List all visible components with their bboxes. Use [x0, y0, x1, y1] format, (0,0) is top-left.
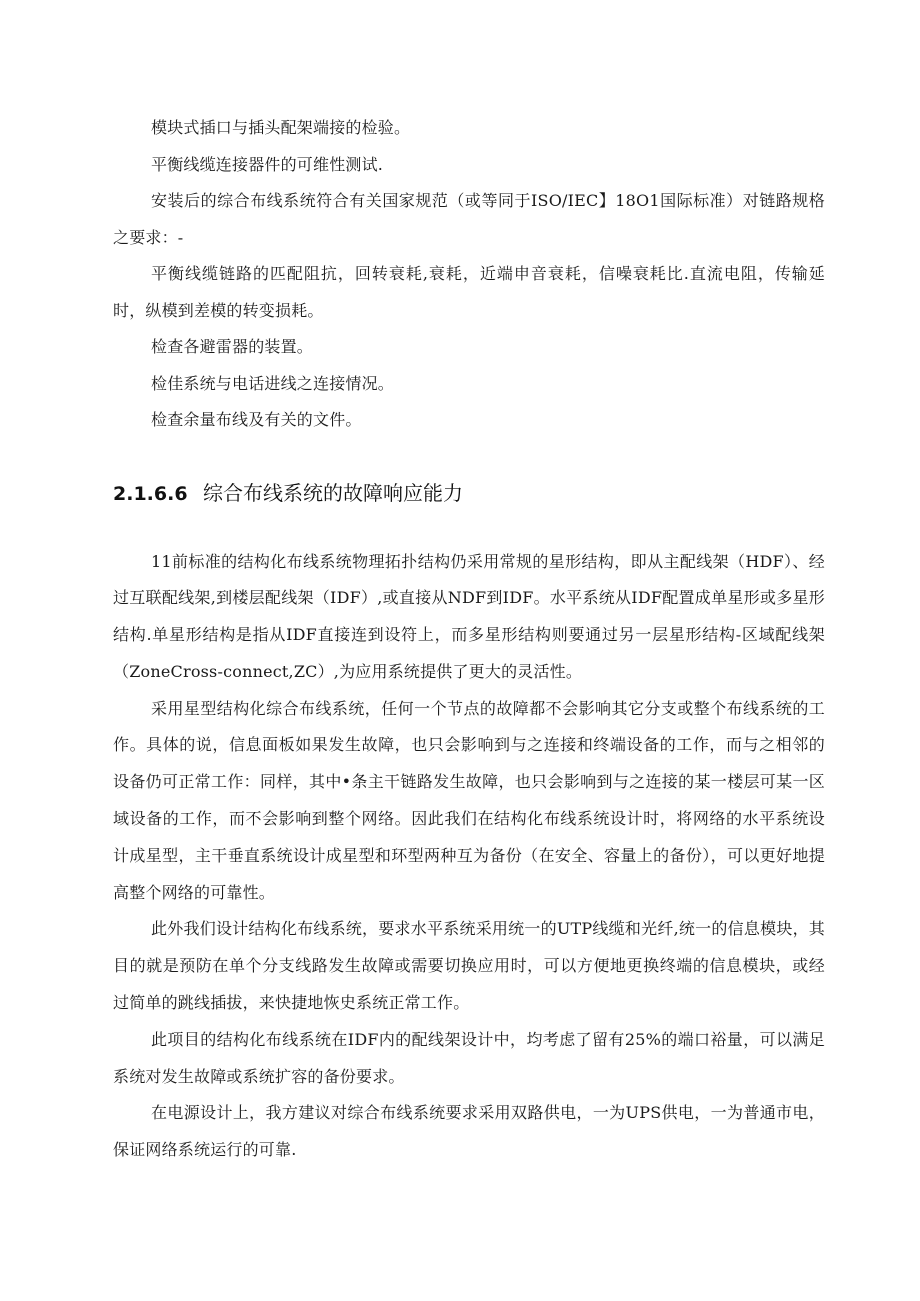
- checklist-item: 平衡线缆连接器件的可维性测试.: [151, 154, 384, 174]
- body-paragraph: 在电源设计上，我方建议对综合布线系统要求采用双路供电，一为UPS供电，一为普通市电，保证网络系统运行的可靠.: [113, 1103, 825, 1160]
- document-page: [113, 110, 825, 1169]
- body-paragraph: 11前标准的结构化布线系统物理拓扑结构仍采用常规的星形结构，即从主配线架（HDF）、经过互联配线架,到楼层配线架（IDF）,或直接从NDF到IDF。水平系统从IDF配置成单星形或多星形结构.单星形结构是指从IDF直接连到设符上，而多星形结构则要通过另一层星形结构-区域配线架（ZoneCross-connect,ZC）,为应用系统提供了更大的灵活性。: [113, 551, 825, 681]
- section-heading: [113, 473, 825, 514]
- body-paragraph: 此外我们设计结构化布线系统，要求水平系统采用统一的UTP线缆和光纤,统一的信息模块，其目的就是预防在单个分支线路发生故障或需要切换应用时，可以方便地更换终端的信息模块，或经过简单的跳线插拔，来快捷地恢史系统正常工作。: [113, 919, 825, 1013]
- body-paragraph: 采用星型结构化综合布线系统，任何一个节点的故障都不会影响其它分支或整个布线系统的工作。具体的说，信息面板如果发生故障，也只会影响到与之连接和终端设备的工作，而与之相邻的设备仍可正常工作：同样，其中•条主干链路发生故障，也只会影响到与之连接的某一楼层可某一区域设备的工作，而不会影响到整个网络。因此我们在结构化布线系统设计时，将网络的水平系统设计成星型，主干垂直系统设计成星型和环型两种互为备份（在安全、容量上的备份），可以更好地提高整个网络的可靠性。: [113, 698, 825, 902]
- checklist-item: 检佳系统与电话进线之连接情况。: [151, 373, 395, 393]
- section-number: 2.1.6.6: [113, 482, 188, 505]
- body-paragraph: 此项目的结构化布线系统在IDF内的配线架设计中，均考虑了留有25%的端口裕量，可以满足系统对发生故障或系统扩容的备份要求。: [113, 1029, 825, 1086]
- checklist-item: 平衡线缆链路的匹配阻抗，回转衰耗,衰耗，近端申音衰耗，信噪衰耗比.直流电阻，传输延时，纵模到差模的转变损耗。: [113, 264, 825, 320]
- section-title: 综合布线系统的故障响应能力: [203, 480, 463, 505]
- checklist-item: 安装后的综合布线系统符合有关国家规范（或等同于ISO/IEC】18O1国际标准）对链路规格之要求：-: [113, 191, 825, 247]
- checklist-item: 检查各避雷器的装置。: [151, 337, 314, 356]
- checklist-item: 检查余量布线及有关的文件。: [151, 410, 362, 429]
- checklist-item: 模块式插口与插头配架端接的检验。: [151, 118, 411, 137]
